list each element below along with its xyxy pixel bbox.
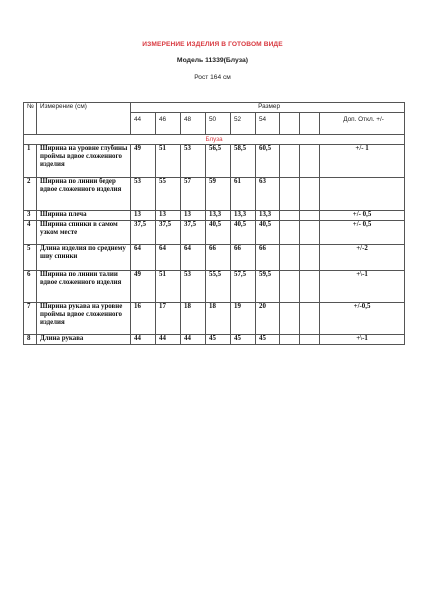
size-header-cell: 54 bbox=[256, 113, 280, 135]
measurement-name: Ширина плеча bbox=[37, 211, 131, 221]
value-cell: 53 bbox=[181, 145, 206, 178]
value-cell: 13,3 bbox=[256, 211, 280, 221]
value-cell: 58,5 bbox=[231, 145, 256, 178]
value-cell bbox=[280, 245, 300, 271]
measurement-name: Ширина по линии бедер вдвое сложенного изделия bbox=[37, 178, 131, 211]
size-header-cell bbox=[300, 113, 320, 135]
value-cell: 37,5 bbox=[181, 221, 206, 245]
value-cell: 63 bbox=[256, 178, 280, 211]
header-measurement: Измерение (см) bbox=[37, 103, 131, 135]
value-cell: 13 bbox=[131, 211, 156, 221]
height-label: Рост 164 см bbox=[194, 74, 231, 81]
value-cell bbox=[300, 245, 320, 271]
size-header-cell: 52 bbox=[231, 113, 256, 135]
size-header-cell: 50 bbox=[206, 113, 231, 135]
measurement-table bbox=[23, 102, 405, 345]
tolerance-cell: +/-2 bbox=[320, 245, 405, 271]
value-cell: 40,5 bbox=[256, 221, 280, 245]
size-header-cell: 48 bbox=[181, 113, 206, 135]
tolerance-cell: +/-0,5 bbox=[320, 303, 405, 335]
row-number: 5 bbox=[24, 245, 37, 271]
value-cell bbox=[280, 211, 300, 221]
value-cell: 66 bbox=[256, 245, 280, 271]
value-cell: 40,5 bbox=[231, 221, 256, 245]
size-header-cell: 46 bbox=[156, 113, 181, 135]
value-cell: 13,3 bbox=[231, 211, 256, 221]
row-number: 1 bbox=[24, 145, 37, 178]
value-cell: 45 bbox=[256, 335, 280, 345]
value-cell: 64 bbox=[156, 245, 181, 271]
value-cell bbox=[300, 221, 320, 245]
table-header-row bbox=[24, 103, 405, 113]
value-cell bbox=[300, 335, 320, 345]
value-cell: 45 bbox=[231, 335, 256, 345]
value-cell: 49 bbox=[131, 145, 156, 178]
value-cell: 64 bbox=[181, 245, 206, 271]
value-cell: 55 bbox=[156, 178, 181, 211]
value-cell: 59,5 bbox=[256, 271, 280, 303]
size-header-cell bbox=[280, 113, 300, 135]
row-number: 4 bbox=[24, 221, 37, 245]
value-cell: 13 bbox=[181, 211, 206, 221]
table-row bbox=[24, 221, 405, 245]
measurement-name: Ширина на уровне глубины проймы вдвое сложенного изделия bbox=[37, 145, 131, 178]
value-cell: 51 bbox=[156, 271, 181, 303]
row-number: 6 bbox=[24, 271, 37, 303]
table-row bbox=[24, 178, 405, 211]
measurement-name: Ширина спинки в самом узком месте bbox=[37, 221, 131, 245]
value-cell: 13 bbox=[156, 211, 181, 221]
value-cell bbox=[280, 221, 300, 245]
value-cell: 56,5 bbox=[206, 145, 231, 178]
row-number: 8 bbox=[24, 335, 37, 345]
table-row bbox=[24, 303, 405, 335]
row-number: 7 bbox=[24, 303, 37, 335]
value-cell: 18 bbox=[206, 303, 231, 335]
measurement-name: Длина рукава bbox=[37, 335, 131, 345]
table-row bbox=[24, 145, 405, 178]
value-cell: 53 bbox=[131, 178, 156, 211]
value-cell: 51 bbox=[156, 145, 181, 178]
value-cell bbox=[300, 211, 320, 221]
value-cell: 60,5 bbox=[256, 145, 280, 178]
value-cell: 19 bbox=[231, 303, 256, 335]
value-cell: 66 bbox=[231, 245, 256, 271]
value-cell bbox=[300, 145, 320, 178]
value-cell bbox=[280, 335, 300, 345]
value-cell: 57 bbox=[181, 178, 206, 211]
tolerance-cell: +/- 1 bbox=[320, 145, 405, 178]
section-label: Блуза bbox=[24, 135, 405, 145]
value-cell: 55,5 bbox=[206, 271, 231, 303]
tolerance-cell: +\-1 bbox=[320, 271, 405, 303]
size-header-cell: 44 bbox=[131, 113, 156, 135]
value-cell: 61 bbox=[231, 178, 256, 211]
tolerance-cell: +\-1 bbox=[320, 335, 405, 345]
model-label: Модель 11339(Блуза) bbox=[176, 57, 249, 64]
value-cell: 20 bbox=[256, 303, 280, 335]
value-cell bbox=[300, 271, 320, 303]
value-cell: 17 bbox=[156, 303, 181, 335]
value-cell: 57,5 bbox=[231, 271, 256, 303]
value-cell: 44 bbox=[156, 335, 181, 345]
measurement-name: Ширина по линии талии вдвое сложенного изделия bbox=[37, 271, 131, 303]
value-cell bbox=[280, 178, 300, 211]
measurement-name: Длина изделия по среднему шву спинки bbox=[37, 245, 131, 271]
value-cell: 44 bbox=[181, 335, 206, 345]
value-cell: 37,5 bbox=[156, 221, 181, 245]
table-row bbox=[24, 271, 405, 303]
tolerance-cell: +/- 0,5 bbox=[320, 221, 405, 245]
value-cell: 64 bbox=[131, 245, 156, 271]
value-cell: 37,5 bbox=[131, 221, 156, 245]
value-cell: 45 bbox=[206, 335, 231, 345]
value-cell bbox=[300, 303, 320, 335]
table-row bbox=[24, 335, 405, 345]
value-cell: 44 bbox=[131, 335, 156, 345]
value-cell: 13,3 bbox=[206, 211, 231, 221]
row-number: 2 bbox=[24, 178, 37, 211]
table-row bbox=[24, 211, 405, 221]
value-cell: 59 bbox=[206, 178, 231, 211]
value-cell: 18 bbox=[181, 303, 206, 335]
tolerance-cell: +/- 0,5 bbox=[320, 211, 405, 221]
section-row bbox=[24, 135, 405, 145]
table-row bbox=[24, 245, 405, 271]
value-cell bbox=[300, 178, 320, 211]
value-cell: 49 bbox=[131, 271, 156, 303]
header-number: № bbox=[24, 103, 37, 135]
value-cell: 16 bbox=[131, 303, 156, 335]
value-cell: 40,5 bbox=[206, 221, 231, 245]
header-size-group: Размер bbox=[131, 103, 405, 113]
value-cell bbox=[280, 271, 300, 303]
row-number: 3 bbox=[24, 211, 37, 221]
document-title: ИЗМЕРЕНИЕ ИЗДЕЛИЯ В ГОТОВОМ ВИДЕ bbox=[142, 41, 283, 48]
value-cell: 66 bbox=[206, 245, 231, 271]
header-tolerance: Доп. Откл. +/- bbox=[320, 113, 405, 135]
tolerance-cell bbox=[320, 178, 405, 211]
value-cell bbox=[280, 303, 300, 335]
value-cell: 53 bbox=[181, 271, 206, 303]
measurement-name: Ширина рукава на уровне проймы вдвое сложенного изделия bbox=[37, 303, 131, 335]
value-cell bbox=[280, 145, 300, 178]
